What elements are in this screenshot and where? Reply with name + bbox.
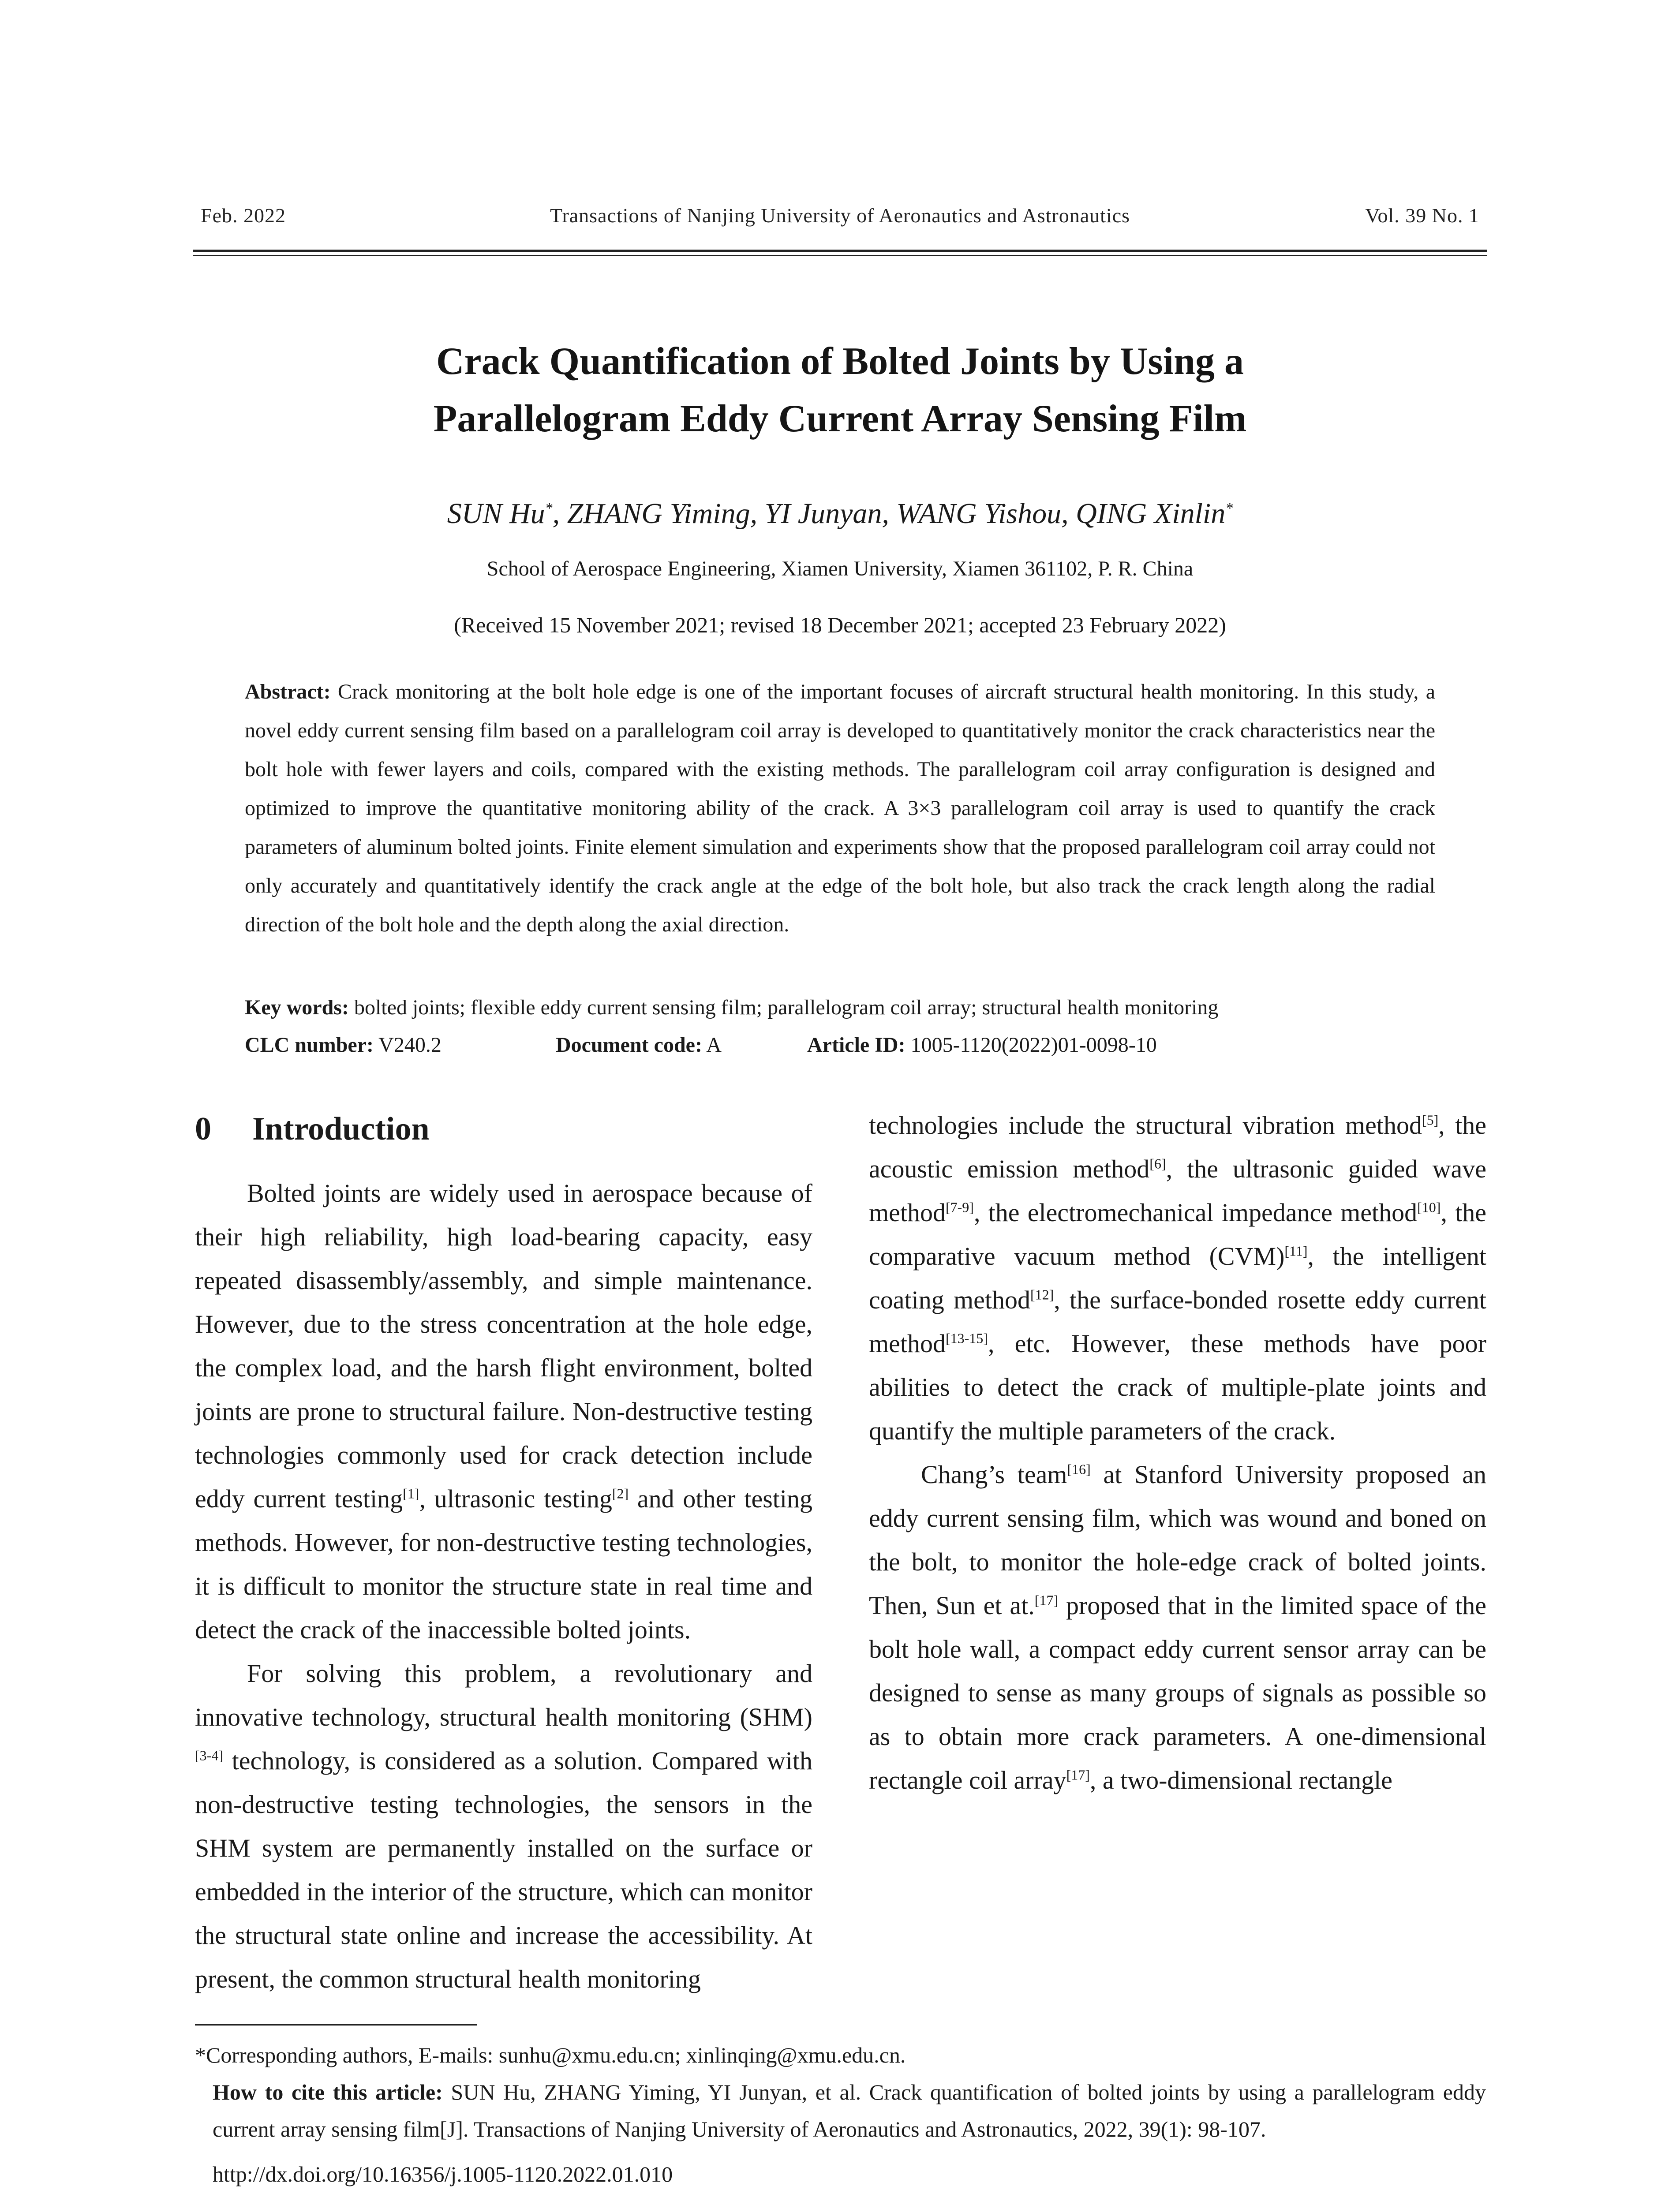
footnotes <box>195 2037 1486 2193</box>
article-id-value: 1005-1120(2022)01-0098-10 <box>910 1033 1157 1057</box>
abstract <box>245 673 1435 944</box>
journal-name: Transactions of Nanjing University of Aeronautics and Astronautics <box>550 204 1130 227</box>
article-id <box>807 1028 1157 1063</box>
section-title: Introduction <box>252 1111 430 1147</box>
author-list: SUN Hu*, ZHANG Yiming, YI Junyan, WANG Yishou, QING Xinlin* <box>447 497 1233 530</box>
issue-date: Feb. 2022 <box>201 204 286 227</box>
affiliation: School of Aerospace Engineering, Xiamen University, Xiamen 361102, P. R. China <box>486 557 1194 580</box>
document-code-value: A <box>706 1033 722 1057</box>
doi-link[interactable]: http://dx.doi.org/10.16356/j.1005-1120.2022.01.010 <box>213 2162 673 2186</box>
author-name: SUN Hu <box>447 497 545 530</box>
citation-ref[interactable]: [13-15] <box>945 1330 988 1346</box>
keywords <box>245 990 1504 1025</box>
document-code-label: Document code: <box>556 1033 702 1057</box>
header-rule-thin <box>193 255 1487 256</box>
corresponding-mark: * <box>545 500 553 516</box>
citation-ref[interactable]: [12] <box>1030 1286 1054 1303</box>
article-id-label: Article ID: <box>807 1033 905 1057</box>
citation-ref[interactable]: [3-4] <box>195 1747 223 1764</box>
body-column-right <box>869 1103 1486 1802</box>
header-rule-thick <box>193 250 1487 252</box>
citation-ref[interactable]: [5] <box>1422 1112 1439 1128</box>
abstract-text: Crack monitoring at the bolt hole edge is one of the important focuses of aircraft structural health monitoring. In this study, a novel eddy current sensing film based on a parallelogram coil array is developed to quantitatively monitor the crack characteristics near the bolt hole with fewer layers and coils, compared with the existing methods. The parallelogram coil array configuration is designed and optimized to improve the quantitative monitoring ability of the crack. A 3×3 parallelogram coil array is used to quantify the crack parameters of aluminum bolted joints. Finite element simulation and experiments show that the proposed parallelogram coil array could not only accurately and quantitatively identify the crack angle at the edge of the bolt hole, but also track the crack length along the radial direction of the bolt hole and the depth along the axial direction. <box>245 680 1436 936</box>
clc-number <box>245 1028 442 1063</box>
footnote-rule <box>195 2024 477 2026</box>
author-name: YI Junyan <box>764 497 882 530</box>
author-name: QING Xinlin <box>1076 497 1226 530</box>
clc-label: CLC number: <box>245 1033 374 1057</box>
author-name: WANG Yishou <box>896 497 1062 530</box>
volume-number: Vol. 39 No. 1 <box>1365 204 1479 227</box>
citation-ref[interactable]: [6] <box>1149 1155 1166 1172</box>
section-heading <box>195 1107 812 1151</box>
paper-title <box>132 333 1548 448</box>
title-line-1: Crack Quantification of Bolted Joints by Using a <box>436 340 1244 383</box>
citation-ref[interactable]: [11] <box>1284 1243 1308 1259</box>
body-paragraph: For solving this problem, a revolutionary and innovative technology, structural health monitoring (SHM)[3-4] technology, is considered as a solution. Compared with non-destructive testing technologies, the sensors in the SHM system are permanently installed on the surface or embedded in the interior of the structure, which can monitor the structural state online and increase the accessibility. At present, the common structural health monitoring <box>195 1659 812 1993</box>
keywords-text: bolted joints; flexible eddy current sensing film; parallelogram coil array; structural health monitoring <box>354 996 1219 1019</box>
author-name: ZHANG Yiming <box>567 497 750 530</box>
citation-ref[interactable]: [16] <box>1067 1461 1091 1477</box>
received-dates: (Received 15 November 2021; revised 18 December 2021; accepted 23 February 2022) <box>454 613 1226 637</box>
corresponding-mark: * <box>1225 500 1233 516</box>
abstract-label: Abstract: <box>245 680 331 703</box>
cite-label: How to cite this article: <box>213 2080 443 2104</box>
body-paragraph: Bolted joints are widely used in aerospace because of their high reliability, high load-bearing capacity, easy repeated disassembly/assembly, and simple maintenance. However, due to the stress concentration at the hole edge, the complex load, and the harsh flight environment, bolted joints are prone to structural failure. Non-destructive testing technologies commonly used for crack detection include eddy current testing[1], ultrasonic testing[2] and other testing methods. However, for non-destructive testing technologies, it is difficult to monitor the structure state in real time and detect the crack of the inaccessible bolted joints. <box>195 1179 812 1644</box>
keywords-label: Key words: <box>245 996 349 1019</box>
running-header <box>201 204 1479 235</box>
document-code <box>556 1028 722 1063</box>
clc-value: V240.2 <box>378 1033 442 1057</box>
citation-ref[interactable]: [1] <box>403 1485 419 1502</box>
body-column-left <box>195 1107 812 2001</box>
citation-ref[interactable]: [2] <box>612 1485 629 1502</box>
cite-text: SUN Hu, ZHANG Yiming, YI Junyan, et al. Crack quantification of bolted joints by using a parallelogram eddy current array sensing film[J]. Transactions of Nanjing University of Aeronautics and Astronautics, 2022, 39(1): 98-107. <box>213 2080 1486 2141</box>
title-line-2: Parallelogram Eddy Current Array Sensing Film <box>433 397 1247 440</box>
citation-note <box>195 2074 1486 2148</box>
citation-ref[interactable]: [10] <box>1417 1199 1441 1215</box>
citation-ref[interactable]: [17] <box>1034 1592 1059 1608</box>
body-paragraph: Chang’s team[16] at Stanford University proposed an eddy current sensing film, which was wound and boned on the bolt, to monitor the hole-edge crack of bolted joints. Then, Sun et at.[17] proposed that in the limited space of the bolt hole wall, a compact eddy current sensor array can be designed to sense as many groups of signals as possible so as to obtain more crack parameters. A one-dimensional rectangle coil array[17], a two-dimensional rectangle <box>869 1460 1487 1794</box>
corresponding-author-note: *Corresponding authors, E-mails: sunhu@xmu.edu.cn; xinlinqing@xmu.edu.cn. <box>195 2043 906 2067</box>
section-number: 0 <box>195 1111 211 1147</box>
body-paragraph: technologies include the structural vibration method[5], the acoustic emission method[6], the ultrasonic guided wave method[7-9], the electromechanical impedance method[10], the comparative vacuum method (CVM)[11], the intelligent coating method[12], the surface-bonded rosette eddy current method[13-15], etc. However, these methods have poor abilities to detect the crack of multiple-plate joints and quantify the multiple parameters of the crack. <box>869 1111 1486 1445</box>
citation-ref[interactable]: [17] <box>1066 1767 1090 1783</box>
citation-ref[interactable]: [7-9] <box>945 1199 974 1215</box>
